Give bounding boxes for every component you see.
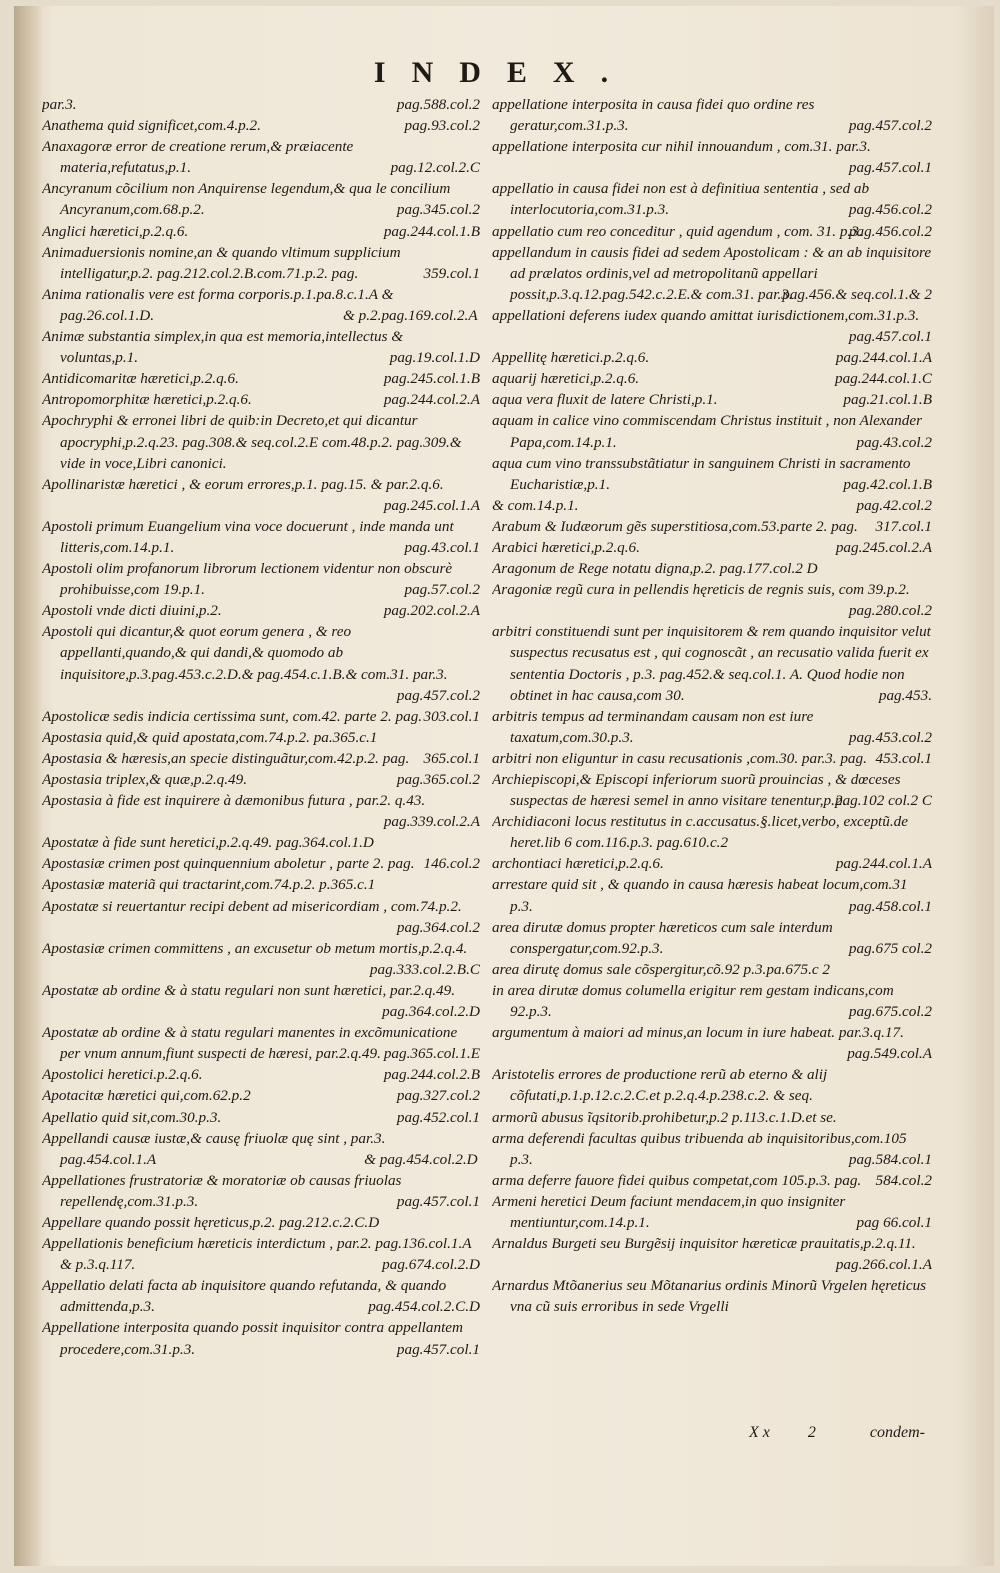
index-entry-text: aquam in calice vino commiscendam Christus instituit , non Alexander Papa,com.14.p.1. — [492, 412, 922, 451]
index-entry-text: Apochryphi & erronei libri de quib:in Decreto,et qui dicantur apocryphi,p.2.q.23. pag.308.& seq.col.2.E com.48.p.2. pag.309.& vide in voce,Libri canonici. — [42, 412, 462, 472]
index-entry-reference: 317.col.1 — [875, 517, 932, 535]
index-entry-text: par.3. — [42, 96, 77, 113]
index-entry-reference: pag.456.col.2 — [848, 222, 932, 240]
index-entry-text: Antidicomaritæ hæretici,p.2.q.6. — [42, 370, 239, 388]
index-entry-reference: pag.457.col.1 — [396, 1340, 480, 1358]
index-entry — [42, 1064, 480, 1085]
index-entry-reference: pag.584.col.1 — [848, 1150, 932, 1168]
index-entry — [492, 347, 932, 368]
index-entry-text: Appellationes frustratoriæ & moratoriæ ob causas friuolas repellendę,com.31.p.3. — [42, 1171, 402, 1210]
index-entry-reference: 584.col.2 — [875, 1171, 932, 1189]
index-entry-text: argumentum à maiori ad minus,an locum in iure habeat. par.3.q.17. — [492, 1024, 904, 1042]
index-entry — [42, 326, 480, 368]
index-entry-text: Arnardus Mtõanerius seu Mõtanarius ordinis Minorũ Vrgelen hęreticus vna cũ suis erroribus in sede Vrgelli — [492, 1277, 927, 1316]
index-page — [14, 6, 994, 1566]
index-entry — [42, 1170, 480, 1212]
index-entry-reference: pag.57.col.2 — [404, 581, 480, 599]
index-entry-text: Apostolici heretici.p.2.q.6. — [42, 1066, 203, 1084]
index-entry — [492, 410, 932, 452]
index-entry-text: Apostasiæ crimen committens , an excusetur ob metum mortis,p.2.q.4. — [42, 939, 468, 957]
index-entry — [42, 938, 480, 980]
index-entry — [492, 959, 932, 980]
index-entry-reference: pag.327.col.2 — [396, 1087, 480, 1105]
index-entry-text: Apostatæ si reuertantur recipi debent ad misericordiam , com.74.p.2. — [42, 897, 462, 915]
index-entry — [42, 115, 480, 136]
index-entry-reference: pag.345.col.2 — [396, 201, 480, 219]
index-entry-text: Appellatio delati facta ab inquisitore quando refutanda, & quando admittenda,p.3. — [42, 1277, 447, 1316]
index-entry-reference: pag.19.col.1.D — [389, 349, 480, 367]
index-entry-reference: pag.365.col.1.E — [383, 1045, 480, 1063]
index-entry-reference: pag 66.col.1 — [856, 1213, 932, 1231]
index-entry-text: appellatio in causa fidei non est à definitiua sententia , sed ab interlocutoria,com.31.p.3. — [492, 180, 870, 219]
index-entry-text: Apostatæ ab ordine & à statu regulari non sunt hæretici, par.2.q.49. — [42, 981, 456, 999]
index-entry — [42, 1233, 480, 1275]
index-entry-reference: 453.col.1 — [875, 749, 932, 767]
index-entry-text: area dirutę domus sale cõspergitur,cõ.92 p.3.pa.675.c 2 — [492, 960, 831, 978]
signature-mark: Xx — [749, 1424, 774, 1441]
index-entry-reference: pag.333.col.2.B.C — [369, 960, 480, 978]
index-entry — [492, 305, 932, 347]
index-entry-text: Arabum & Iudæorum gẽs superstitiosa,com.53.parte 2. pag. — [492, 517, 858, 535]
index-entry — [42, 474, 480, 516]
index-entry — [42, 242, 480, 284]
index-entry-reference: & pag.454.col.2.D — [364, 1150, 478, 1168]
index-entry — [492, 453, 932, 495]
index-entry-reference: 303.col.1 — [423, 707, 480, 725]
index-entry-text: arbitri constituendi sunt per inquisitorem & rem quando inquisitor velut suspectus recusatus est , qui cognoscãt , an recusatio valida fuerit ex sententia Doctoris , p.3. pag.452.& seq.col.1. A. Quod hodie non obtinet in hac causa,com 30. — [492, 623, 931, 704]
index-entry-text: appellandum in causis fidei ad sedem Apostolicam : & an ab inquisitore ad prælatos ordinis,vel ad metropolitanũ appellari possit,p.3.q.12.pag.542.c.2.E.& com.31. par.3. — [492, 243, 932, 303]
index-entry-reference: 359.col.1 — [423, 264, 480, 282]
index-entry — [492, 769, 932, 811]
index-entry — [42, 136, 480, 178]
index-entry-text: Apostasia à fide est inquirere à dæmonibus futura , par.2. q.43. — [42, 792, 426, 810]
index-entry-reference: pag.102 col.2 C — [834, 792, 932, 810]
index-entry — [492, 94, 932, 136]
index-entry — [42, 980, 480, 1022]
page-title: INDEX. — [373, 56, 635, 89]
index-entry-text: Appellandi causæ iustæ,& causę friuolæ quę sint , par.3. pag.454.col.1.A — [42, 1129, 386, 1168]
index-entry — [492, 389, 932, 410]
index-entry-text: Apotacitæ hæretici qui,com.62.p.2 — [42, 1087, 251, 1105]
index-entry-text: & com.14.p.1. — [492, 496, 579, 514]
index-entry — [42, 790, 480, 832]
index-entry-reference: pag.364.col.2 — [396, 918, 480, 936]
index-entry-reference: pag.457.col.2 — [848, 117, 932, 135]
book-binding-shadow — [14, 6, 42, 1566]
index-entry — [492, 178, 932, 220]
index-entry — [492, 874, 932, 916]
index-entry — [492, 1233, 932, 1275]
index-entry — [492, 579, 932, 621]
catchword: condem- — [869, 1424, 925, 1441]
index-entry-text: Arnaldus Burgeti seu Burgẽsij inquisitor hæreticæ prauitatis,p.2.q.11. — [492, 1235, 916, 1253]
index-entry-text: in area dirutæ domus columella erigitur rem gestam indicans,com 92.p.3. — [492, 981, 894, 1021]
index-entry-reference: pag.245.col.1.B — [383, 370, 480, 388]
index-entry-text: Armeni heretici Deum faciunt mendacem,in quo insigniter mentiuntur,com.14.p.1. — [492, 1192, 846, 1231]
index-entry-reference: pag.456.col.2 — [848, 201, 932, 219]
index-entry-reference: pag.244.col.1.B — [383, 222, 480, 240]
index-entry — [42, 748, 480, 769]
index-entry-reference: pag.457.col.1 — [848, 159, 932, 177]
index-entry-text: aqua vera fluxit de latere Christi,p.1. — [492, 391, 718, 409]
index-entry-reference: pag.280.col.2 — [848, 602, 932, 620]
index-entry-text: Aragoniæ regũ cura in pellendis hęreticis de regnis suis, com 39.p.2. — [492, 581, 910, 599]
index-entry — [492, 516, 932, 537]
index-entry — [492, 1170, 932, 1191]
index-entry-text: Apostoli primum Euangelium vina voce docuerunt , inde manda unt litteris,com.14.p.1. — [42, 517, 454, 556]
index-entry-reference: pag.245.col.1.A — [383, 496, 480, 514]
index-entry-text: Anathema quid significet,com.4.p.2. — [42, 117, 261, 135]
index-entry — [42, 1022, 480, 1064]
index-entry-reference: pag.453.col.2 — [848, 728, 932, 746]
index-entry — [492, 495, 932, 516]
index-entry — [42, 874, 480, 895]
index-entry-text: Apostatæ à fide sunt heretici,p.2.q.49. pag.364.col.1.D — [42, 834, 374, 852]
index-entry — [42, 1212, 480, 1233]
index-entry — [42, 389, 480, 410]
index-entry — [492, 242, 932, 305]
index-entry — [492, 980, 932, 1022]
index-entry-text: aquarij hæretici,p.2.q.6. — [492, 370, 640, 388]
index-entry-text: Antropomorphitæ hæretici,p.2.q.6. — [42, 391, 252, 409]
index-entry-text: arrestare quid sit , & quando in causa hæresis habeat locum,com.31 p.3. — [492, 876, 908, 915]
index-entry-reference: pag.244.col.1.A — [835, 349, 932, 367]
index-entry-text: appellationi deferens iudex quando amittat iurisdictionem,com.31.p.3. — [492, 306, 920, 324]
index-entry-text: armorũ abusus ĩqsitorib.prohibetur,p.2 p.113.c.1.D.et se. — [492, 1108, 837, 1126]
index-entry-text: Aragonum de Rege notatu digna,p.2. pag.177.col.2 D — [492, 560, 818, 578]
index-entry-text: Apostasiæ materiã qui tractarint,com.74.p.2. p.365.c.1 — [42, 876, 376, 894]
index-entry-text: Arabici hæretici,p.2.q.6. — [492, 538, 640, 556]
index-entry-text: Animaduersionis nomine,an & quando vltimum supplicium intelligatur,p.2. pag.212.col.2.B.com.71.p.2. pag. — [42, 243, 401, 282]
index-entry — [492, 706, 932, 748]
index-entry — [42, 368, 480, 389]
index-entry — [42, 727, 480, 748]
index-entry-text: Appellare quando possit hęreticus,p.2. pag.212.c.2.C.D — [42, 1213, 380, 1231]
index-entry-text: Apostatæ ab ordine & à statu regulari manentes in excõmunicatione per vnum annum,fiunt suspecti de hæresi, par.2.q.49. — [42, 1024, 458, 1063]
index-entry-reference: pag.43.col.1 — [404, 538, 480, 556]
index-entry-text: Animæ substantia simplex,in qua est memoria,intellectus & voluntas,p.1. — [42, 328, 404, 367]
index-entry-reference: pag.245.col.2.A — [835, 538, 932, 556]
index-entry-reference: pag.42.col.1.B — [843, 475, 932, 493]
index-entry-reference: pag.457.col.2 — [396, 686, 480, 704]
index-entry — [492, 1107, 932, 1128]
index-entry-text: appellatio cum reo conceditur , quid agendum , com. 31. p.3. — [492, 222, 863, 240]
index-entry — [492, 221, 932, 242]
index-entry-reference: pag.453. — [878, 686, 932, 704]
index-entry — [42, 832, 480, 853]
index-entry-text: Apostoli olim profanorum librorum lectionem videntur non obscurè prohibuisse,com 19.p.1. — [42, 560, 453, 599]
index-entry-reference: pag.454.col.2.C.D — [368, 1298, 480, 1316]
index-entry-reference: pag.266.col.1.A — [835, 1256, 932, 1274]
index-entry-text: area dirutæ domus propter hæreticos cum sale interdum conspergatur,com.92.p.3. — [492, 918, 833, 957]
index-entry — [492, 1064, 932, 1106]
index-entry-text: Anglici hæretici,p.2.q.6. — [42, 222, 189, 240]
index-entry-reference: pag.43.col.2 — [856, 433, 932, 451]
index-entry-text: Apollinaristæ hæretici , & eorum errores,p.1. pag.15. & par.2.q.6. — [42, 475, 444, 493]
index-entry — [492, 136, 932, 178]
index-entry — [492, 853, 932, 874]
index-entry — [42, 621, 480, 705]
index-entry — [42, 410, 480, 473]
index-entry — [492, 1128, 932, 1170]
index-entry-reference: pag.364.col.2.D — [382, 1003, 480, 1021]
index-entry-reference: pag.675.col.2 — [848, 1003, 932, 1021]
index-entry-reference: pag.42.col.2 — [856, 496, 932, 514]
index-entry-reference: pag.244.col.1.A — [835, 855, 932, 873]
index-entry-text: Apostasia triplex,& quæ,p.2.q.49. — [42, 771, 248, 788]
index-entry — [492, 1275, 932, 1317]
index-entry — [42, 516, 480, 558]
index-entry — [42, 1128, 480, 1170]
index-entry-text: Anaxagoræ error de creatione rerum,& præiacente materia,refutatus,p.1. — [42, 138, 354, 177]
index-entry-text: arbitri non eliguntur in casu recusationis ,com.30. par.3. pag. — [492, 749, 867, 767]
index-column-right — [492, 94, 932, 1514]
index-entry-text: appellatione interposita cur nihil innouandum , com.31. par.3. — [492, 138, 871, 156]
index-entry-reference: pag.244.col.2.A — [383, 391, 480, 409]
index-entry-reference: pag.675 col.2 — [848, 939, 932, 957]
index-entry — [42, 94, 480, 115]
index-entry-reference: pag.339.col.2.A — [383, 813, 480, 831]
index-entry-reference: pag.674.col.2.D — [382, 1256, 480, 1274]
index-entry-text: Apostasiæ crimen post quinquennium aboletur , parte 2. pag. — [42, 855, 415, 873]
index-entry-text: Apostolicæ sedis indicia certissima sunt, com.42. parte 2. pag. — [42, 707, 423, 725]
index-entry-text: arbitris tempus ad terminandam causam non est iure taxatum,com.30.p.3. — [492, 707, 814, 746]
index-entry-text: Apostasia & hæresis,an specie distinguãtur,com.42.p.2. pag. — [42, 749, 410, 767]
index-entry — [492, 537, 932, 558]
index-entry-text: Appellationis beneficium hæreticis interdictum , par.2. pag.136.col.1.A & p.3.q.117. — [42, 1235, 472, 1274]
index-entry-reference: pag.93.col.2 — [404, 117, 480, 135]
index-entry-text: arma deferre fauore fidei quibus competat,com 105.p.3. pag. — [492, 1171, 862, 1189]
index-entry — [42, 1317, 480, 1359]
index-entry-reference: pag.549.col.A — [847, 1045, 932, 1063]
index-entry — [42, 284, 480, 326]
index-entry — [42, 896, 480, 938]
index-entry-reference: pag.458.col.1 — [848, 897, 932, 915]
index-entry-text: Apostasia quid,& quid apostata,com.74.p.2. pa.365.c.1 — [42, 728, 378, 746]
index-entry-text: Ancyranum cõcilium non Anquirense legendum,& qua le concilium Ancyranum,com.68.p.2. — [42, 180, 451, 219]
index-entry — [42, 178, 480, 220]
index-entry-reference: pag.202.col.2.A — [383, 602, 480, 620]
index-entry-reference: pag.12.col.2.C — [390, 159, 480, 177]
index-entry — [492, 1022, 932, 1064]
index-entry-reference: pag.21.col.1.B — [843, 391, 932, 409]
index-entry — [492, 558, 932, 579]
index-entry-reference: pag.452.col.1 — [396, 1108, 480, 1126]
index-entry — [42, 706, 480, 727]
index-entry-text: aqua cum vino transsubstãtiatur in sanguinem Christi in sacramento Eucharistiæ,p.1. — [492, 454, 911, 493]
index-entry-reference: pag.588.col.2 — [396, 96, 480, 113]
index-entry-text: Archidiaconi locus restitutus in c.accusatus.§.licet,verbo, exceptũ.de heret.lib 6 com.116.p.3. pag.610.c.2 — [492, 813, 909, 852]
index-entry — [42, 221, 480, 242]
index-entry-reference: pag.456.& seq.col.1.& 2 — [782, 285, 932, 303]
index-entry-reference: & p.2.pag.169.col.2.A — [343, 306, 478, 324]
index-entry-text: Appellatione interposita quando possit inquisitor contra appellantem procedere,com.31.p.3. — [42, 1319, 464, 1358]
index-entry — [42, 1085, 480, 1106]
index-entry — [492, 748, 932, 769]
index-entry-reference: 146.col.2 — [423, 855, 480, 873]
index-entry — [42, 558, 480, 600]
index-entry-text: Apostoli qui dicantur,& quot eorum genera , & reo appellanti,quando,& qui dandi,& quomodo ab inquisitore,p.3.pag.453.c.2.D.& pag.454.c.1.B.& com.31. par.3. — [42, 623, 448, 683]
index-entry — [42, 1275, 480, 1317]
index-entry — [492, 621, 932, 705]
index-entry — [42, 600, 480, 621]
index-entry-text: Appellitę hæretici.p.2.q.6. — [492, 349, 650, 367]
index-entry — [42, 853, 480, 874]
index-entry-text: Archiepiscopi,& Episcopi inferiorum suorũ prouincias , & dœceses suspectas de hæresi semel in anno visitare tenentur,p.2. — [492, 771, 901, 810]
index-entry — [492, 917, 932, 959]
page-footer — [749, 1424, 925, 1442]
index-entry — [492, 1191, 932, 1233]
index-entry-text: arma deferendi facultas quibus tribuenda ab inquisitoribus,com.105 p.3. — [492, 1129, 907, 1168]
index-entry-reference: pag.244.col.2.B — [383, 1066, 480, 1084]
signature-number: 2 — [807, 1424, 816, 1441]
index-entry-reference: pag.457.col.1 — [396, 1192, 480, 1210]
index-entry-reference: 365.col.1 — [423, 749, 480, 767]
index-entry — [42, 1107, 480, 1128]
index-entry-text: archontiaci hæretici,p.2.q.6. — [492, 855, 664, 873]
index-entry-text: Anima rationalis vere est forma corporis.p.1.pa.8.c.1.A & pag.26.col.1.D. — [42, 285, 394, 324]
index-entry-text: Apostoli vnde dicti diuini,p.2. — [42, 602, 222, 620]
index-entry-reference: pag.457.col.1 — [848, 328, 932, 346]
index-entry-text: Apellatio quid sit,com.30.p.3. — [42, 1108, 222, 1126]
index-entry-text: appellatione interposita in causa fidei quo ordine res geratur,com.31.p.3. — [492, 96, 815, 135]
index-column-left — [42, 94, 480, 1514]
index-entry-reference: pag.244.col.1.C — [834, 370, 932, 388]
index-entry — [492, 368, 932, 389]
index-entry-text: Aristotelis errores de productione rerũ ab eterno & alij cõfutati,p.1.p.12.c.2.C.et p.2.q.4.p.238.c.2. & seq. — [492, 1066, 828, 1105]
index-entry — [492, 811, 932, 853]
index-entry — [42, 769, 480, 790]
index-entry-reference: pag.365.col.2 — [396, 771, 480, 788]
